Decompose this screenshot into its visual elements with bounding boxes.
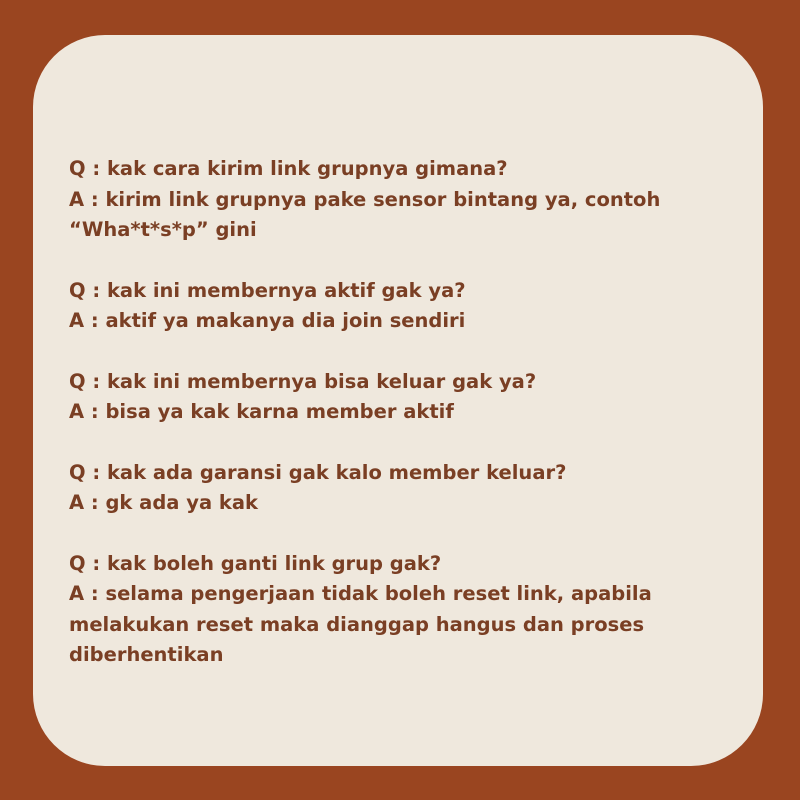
faq-answer: A : aktif ya makanya dia join sendiri [69, 309, 466, 332]
faq-answer: A : kirim link grupnya pake sensor bintang ya, contoh “Wha*t*s*p” gini [69, 187, 661, 241]
faq-list [69, 154, 723, 701]
faq-item [69, 154, 723, 246]
faq-item [69, 367, 723, 428]
faq-question: Q : kak ada garansi gak kalo member keluar? [69, 460, 567, 484]
faq-answer: A : selama pengerjaan tidak boleh reset link, apabila melakukan reset maka dianggap hangus dan proses diberhentikan [69, 582, 652, 666]
faq-question: Q : kak boleh ganti link grup gak? [69, 551, 442, 575]
faq-item [69, 276, 723, 337]
faq-answer: A : bisa ya kak karna member aktif [69, 400, 454, 423]
faq-question: Q : kak cara kirim link grupnya gimana? [69, 157, 508, 180]
faq-card [33, 35, 763, 766]
faq-item [69, 549, 723, 671]
faq-question: Q : kak ini membernya aktif gak ya? [69, 278, 466, 302]
faq-question: Q : kak ini membernya bisa keluar gak ya? [69, 369, 537, 393]
faq-answer: A : gk ada ya kak [69, 491, 259, 514]
faq-item [69, 458, 723, 519]
